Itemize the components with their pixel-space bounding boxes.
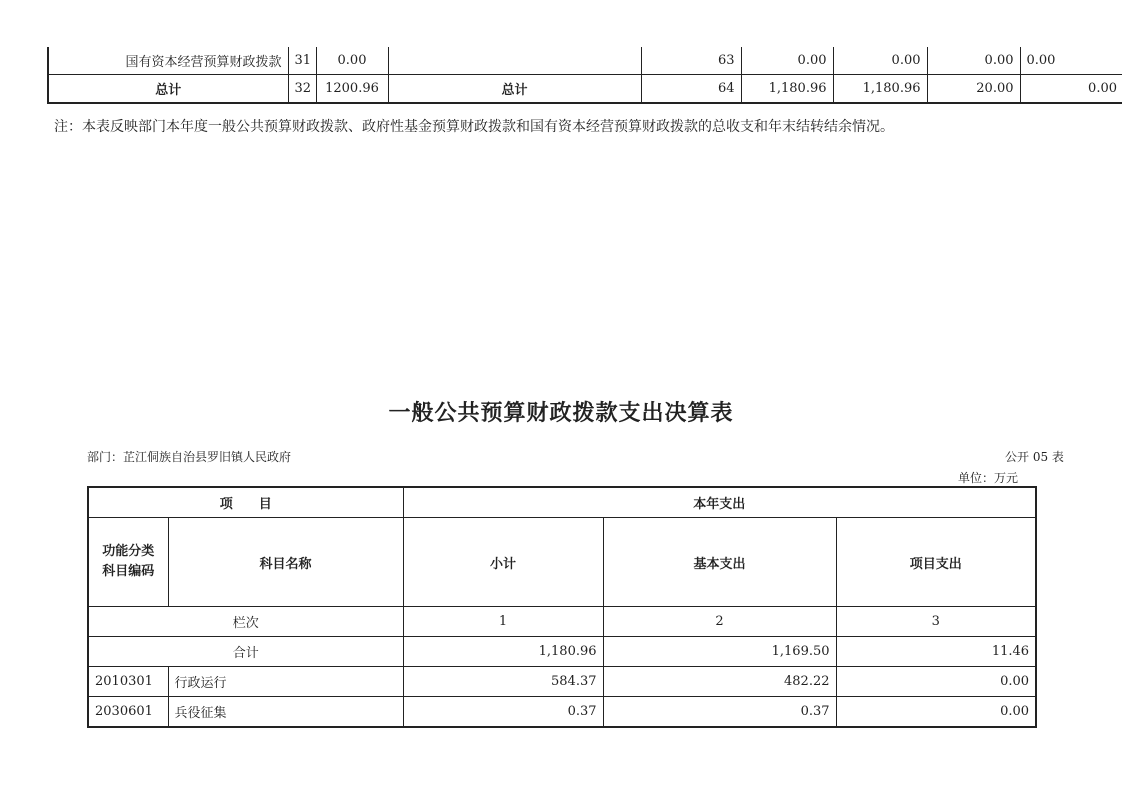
row-v4: 0.00 bbox=[1020, 75, 1122, 104]
header-code bbox=[88, 518, 168, 607]
department-label: 部门：芷江侗族自治县罗旧镇人民政府 bbox=[87, 450, 292, 464]
table-code: 公开 05 表 bbox=[1005, 450, 1064, 464]
index-3: 3 bbox=[836, 607, 1036, 637]
header-subtotal: 小计 bbox=[403, 518, 603, 607]
table-note: 注：本表反映部门本年度一般公共预算财政拨款、政府性基金预算财政拨款和国有资本经营预算财政拨款的总收支和年末结转结余情况。 bbox=[54, 119, 894, 135]
row-v1: 0.00 bbox=[741, 47, 833, 75]
index-2: 2 bbox=[603, 607, 836, 637]
row-name: 行政运行 bbox=[168, 667, 403, 697]
index-row bbox=[88, 607, 1036, 637]
row-basic: 482.22 bbox=[603, 667, 836, 697]
row-line: 32 bbox=[288, 75, 316, 104]
row-label: 总计 bbox=[48, 75, 288, 104]
total-project: 11.46 bbox=[836, 637, 1036, 667]
header-code-line1: 功能分类 bbox=[102, 544, 155, 559]
row-right-line: 64 bbox=[641, 75, 741, 104]
row-project: 0.00 bbox=[836, 667, 1036, 697]
total-row bbox=[88, 637, 1036, 667]
row-v2: 1,180.96 bbox=[833, 75, 927, 104]
index-1: 1 bbox=[403, 607, 603, 637]
row-name: 兵役征集 bbox=[168, 697, 403, 728]
header-project: 项目支出 bbox=[836, 518, 1036, 607]
header-row-2 bbox=[88, 518, 1036, 607]
row-right-label bbox=[388, 47, 641, 75]
row-amount: 0.00 bbox=[316, 47, 388, 75]
table-row bbox=[88, 667, 1036, 697]
total-label: 合计 bbox=[88, 637, 403, 667]
row-right-line: 63 bbox=[641, 47, 741, 75]
row-v4: 0.00 bbox=[1020, 47, 1122, 75]
header-year: 本年支出 bbox=[403, 487, 1036, 518]
row-basic: 0.37 bbox=[603, 697, 836, 728]
page-title: 一般公共预算财政拨款支出决算表 bbox=[388, 400, 734, 426]
table-row-total bbox=[48, 75, 1122, 104]
row-project: 0.00 bbox=[836, 697, 1036, 728]
header-item: 项 目 bbox=[88, 487, 403, 518]
row-code: 2010301 bbox=[88, 667, 168, 697]
row-label: 国有资本经营预算财政拨款 bbox=[48, 47, 288, 75]
header-code-line2: 科目编码 bbox=[102, 564, 155, 579]
total-subtotal: 1,180.96 bbox=[403, 637, 603, 667]
row-v3: 20.00 bbox=[927, 75, 1020, 104]
total-basic: 1,169.50 bbox=[603, 637, 836, 667]
row-code: 2030601 bbox=[88, 697, 168, 728]
row-v2: 0.00 bbox=[833, 47, 927, 75]
header-basic: 基本支出 bbox=[603, 518, 836, 607]
row-subtotal: 584.37 bbox=[403, 667, 603, 697]
header-row-1 bbox=[88, 487, 1036, 518]
row-amount: 1200.96 bbox=[316, 75, 388, 104]
table-row bbox=[48, 47, 1122, 75]
row-v3: 0.00 bbox=[927, 47, 1020, 75]
top-summary-table bbox=[47, 47, 1122, 104]
header-name: 科目名称 bbox=[168, 518, 403, 607]
index-label: 栏次 bbox=[88, 607, 403, 637]
row-subtotal: 0.37 bbox=[403, 697, 603, 728]
table-row bbox=[88, 697, 1036, 728]
row-v1: 1,180.96 bbox=[741, 75, 833, 104]
row-line: 31 bbox=[288, 47, 316, 75]
expenditure-table bbox=[87, 486, 1037, 728]
unit-label: 单位：万元 bbox=[958, 471, 1019, 485]
row-right-label: 总计 bbox=[388, 75, 641, 104]
